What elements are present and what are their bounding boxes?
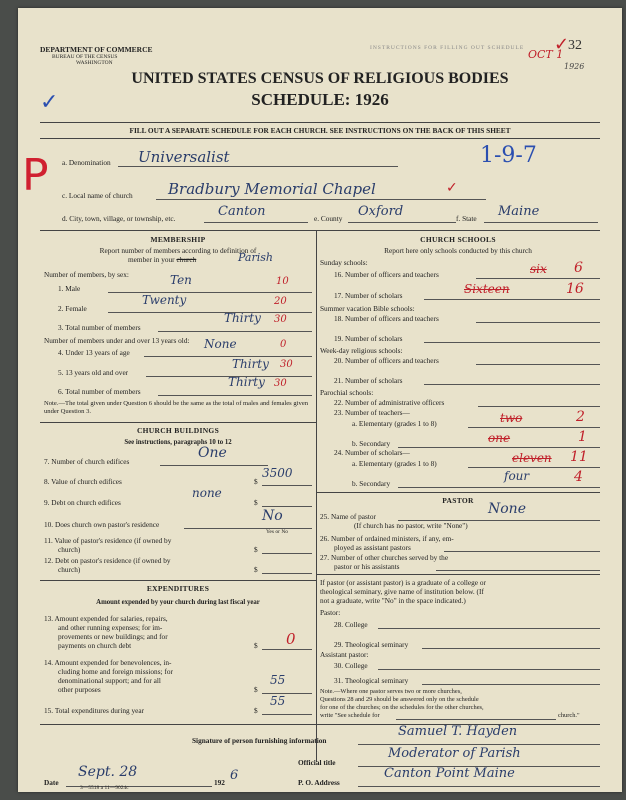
by-sex-heading: Number of members, by sex:	[44, 270, 129, 279]
pastor-inst-1: If pastor (or assistant pastor) is a graduate of a college or	[320, 578, 486, 587]
q3-number: 30	[274, 314, 287, 325]
q5-label: 5. 13 years old and over	[58, 368, 129, 377]
age-heading: Number of members under and over 13 years old:	[44, 336, 190, 345]
pastor-note-line1: Note.—Where one pastor serves two or more churches,	[320, 688, 462, 695]
q23b-number: 1	[578, 429, 587, 445]
q3-total-label: 3. Total number of members	[58, 323, 141, 332]
q11-label-line2: church)	[58, 545, 81, 554]
blue-check-mark: ✓	[40, 90, 59, 115]
intro-struck-word: church	[176, 255, 197, 264]
red-p-mark: P	[22, 150, 49, 201]
pastor-note-line3: for one of the churches; on the schedules for the other churches,	[320, 704, 484, 711]
q25-label: 25. Name of pastor	[320, 512, 376, 521]
q13-line3: provements or new buildings; and for	[58, 632, 168, 641]
q27-line2: pastor or his assistants	[334, 562, 400, 571]
q27-line1: 27. Number of other churches served by the	[320, 553, 449, 562]
q10-note: Yes or No	[266, 529, 289, 535]
red-tick: ✓	[446, 180, 458, 196]
q23-label: 23. Number of teachers—	[334, 408, 410, 417]
q6-label: 6. Total number of members	[58, 387, 141, 396]
signature-value: Samuel T. Hayden	[398, 724, 518, 739]
q13-line1: 13. Amount expended for salaries, repairs,	[44, 614, 168, 623]
q30-label: 30. College	[334, 661, 368, 670]
q4-label: 4. Under 13 years of age	[58, 348, 130, 357]
q23a-struck: two	[500, 411, 523, 425]
q11-label-line1: 11. Value of pastor's residence (if owned by	[44, 536, 172, 545]
pastor-note-line5: church."	[558, 712, 580, 719]
q28-label: 28. College	[334, 620, 368, 629]
q22-label: 22. Number of administrative officers	[334, 398, 445, 407]
membership-note: Note.—The total given under Question 6 should be the same as the total of males and females given under Question 3.	[44, 400, 309, 415]
q13-dollar: $	[254, 641, 258, 650]
form-title: UNITED STATES CENSUS OF RELIGIOUS BODIES	[131, 70, 509, 87]
q29-label: 29. Theological seminary	[334, 640, 409, 649]
pastor-note-line4: write "See schedule for	[320, 712, 380, 719]
classification-code: 1-9-7	[480, 143, 537, 168]
q23b-label: b. Secondary	[352, 439, 391, 448]
year-prefix: 192	[214, 778, 225, 787]
q26-line1: 26. Number of ordained ministers, if any, em-	[320, 534, 454, 543]
schools-title: CHURCH SCHOOLS	[420, 235, 496, 244]
address-value: Canton Point Maine	[384, 766, 515, 781]
q14-line4: other purposes	[58, 685, 101, 694]
date-value: Sept. 28	[78, 764, 138, 780]
q14-dollar: $	[254, 685, 258, 694]
official-title-value: Moderator of Parish	[388, 746, 521, 761]
q13-line4: payments on church debt	[58, 641, 132, 650]
q24b-number: 4	[574, 469, 583, 485]
q6-written: Thirty	[228, 375, 265, 389]
q7-label: 7. Number of church edifices	[44, 457, 130, 466]
q5-number: 30	[280, 359, 293, 370]
pastor-inst-2: theological seminary, give name of institution below. (If	[320, 587, 484, 596]
q13-value: 0	[286, 630, 296, 648]
q14-line2: cluding home and foreign missions; for	[58, 667, 173, 676]
q9-value: none	[192, 486, 222, 500]
q8-value: 3500	[262, 466, 293, 480]
city-label-field: d. City, town, village, or township, etc.	[62, 214, 176, 223]
stamp-date: OCT 1	[528, 48, 564, 61]
q24b-written: four	[504, 469, 530, 483]
city-label: WASHINGTON	[76, 60, 113, 66]
membership-title: MEMBERSHIP	[150, 235, 206, 244]
q16-number: 6	[574, 260, 583, 276]
q24-label: 24. Number of scholars—	[334, 448, 410, 457]
red-check-mark: ✓	[554, 34, 570, 55]
schools-sub: Report here only schools conducted by this church	[384, 246, 532, 255]
q23a-label: a. Elementary (grades 1 to 8)	[352, 419, 437, 428]
form-code: 3—5518 a 11—9024c	[80, 785, 129, 791]
buildings-title: CHURCH BUILDINGS	[136, 426, 220, 435]
q8-label: 8. Value of church edifices	[44, 477, 122, 486]
q2-number: 20	[274, 296, 287, 307]
q14-value: 55	[270, 673, 286, 687]
q16-struck: six	[530, 262, 547, 276]
q15-dollar: $	[254, 706, 258, 715]
q9-label: 9. Debt on church edifices	[44, 498, 121, 507]
census-schedule-sheet	[18, 8, 622, 792]
q20-label: 20. Number of officers and teachers	[334, 356, 439, 365]
q7-value: One	[198, 445, 227, 461]
bureau-label: BUREAU OF THE CENSUS	[52, 54, 118, 60]
denomination-label: a. Denomination	[62, 158, 111, 167]
membership-intro: Report number of members according to definition of	[99, 246, 257, 255]
q14-line1: 14. Amount expended for benevolences, in-	[44, 658, 172, 667]
stamp-year: 1926	[564, 62, 585, 71]
year-value: 6	[230, 768, 239, 783]
q24a-number: 11	[570, 449, 588, 465]
pastor-inst-3: not a graduate, write "No" in the space indicated.)	[320, 596, 466, 605]
q10-value: No	[262, 508, 283, 524]
q17-label: 17. Number of scholars	[334, 291, 403, 300]
q26-line2: ployed as assistant pastors	[334, 543, 411, 552]
local-name-value: Bradbury Memorial Chapel	[168, 180, 376, 198]
q4-written: None	[204, 337, 237, 351]
sunday-heading: Sunday schools:	[320, 258, 368, 267]
state-value: Maine	[498, 204, 540, 219]
q2-female-label: 2. Female	[58, 304, 87, 313]
q24a-struck: eleven	[512, 451, 552, 465]
state-label: f. State	[456, 214, 477, 223]
q9-dollar: $	[254, 498, 258, 507]
membership-intro-line2	[128, 255, 196, 264]
intro-text: member in your	[128, 255, 175, 264]
q25-note: (If church has no pastor, write "None")	[354, 521, 468, 530]
county-label: e. County	[314, 214, 343, 223]
pastor-subheading: Pastor:	[320, 608, 341, 617]
form-subtitle: SCHEDULE: 1926	[251, 90, 389, 109]
expenditures-sub: Amount expended by your church during last fiscal year	[96, 599, 260, 606]
q3-written: Thirty	[224, 311, 261, 325]
q1-male-label: 1. Male	[58, 284, 81, 293]
dept-label: DEPARTMENT OF COMMERCE	[40, 45, 153, 54]
official-title-label: Official title	[298, 758, 336, 767]
pastor-title: PASTOR	[442, 496, 474, 505]
q25-value: None	[488, 501, 526, 517]
q18-label: 18. Number of officers and teachers	[334, 314, 439, 323]
q24a-label: a. Elementary (grades 1 to 8)	[352, 459, 437, 468]
q10-label: 10. Does church own pastor's residence	[44, 520, 160, 529]
q4-number: 0	[280, 339, 287, 350]
q1-written: Ten	[170, 273, 192, 287]
q16-label: 16. Number of officers and teachers	[334, 270, 439, 279]
q12-label-line2: church)	[58, 565, 81, 574]
signature-label: Signature of person furnishing information	[192, 736, 327, 745]
faded-heading: INSTRUCTIONS FOR FILLING OUT SCHEDULE	[370, 45, 525, 51]
q13-line2: and other running expenses; for im-	[58, 623, 163, 632]
q21-label: 21. Number of scholars	[334, 376, 403, 385]
asst-pastor-subheading: Assistant pastor:	[320, 650, 369, 659]
q17-number: 16	[566, 281, 584, 297]
summer-heading: Summer vacation Bible schools:	[320, 304, 415, 313]
q12-dollar: $	[254, 565, 258, 574]
q17-struck: Sixteen	[464, 282, 510, 296]
q11-dollar: $	[254, 545, 258, 554]
date-label: Date	[44, 778, 59, 787]
q12-label-line1: 12. Debt on pastor's residence (if owned by	[44, 556, 171, 565]
buildings-sub: See instructions, paragraphs 10 to 12	[124, 439, 232, 446]
q19-label: 19. Number of scholars	[334, 334, 403, 343]
city-value: Canton	[218, 204, 266, 219]
q24b-label: b. Secondary	[352, 479, 391, 488]
address-label: P. O. Address	[298, 778, 340, 787]
q2-written: Twenty	[142, 293, 187, 307]
q15-label: 15. Total expenditures during year	[44, 706, 145, 715]
weekday-heading: Week-day religious schools:	[320, 346, 403, 355]
q23a-number: 2	[576, 409, 585, 425]
local-name-label: c. Local name of church	[62, 191, 133, 200]
county-value: Oxford	[358, 204, 404, 219]
q8-dollar: $	[254, 477, 258, 486]
denomination-value: Universalist	[138, 148, 230, 166]
q5-written: Thirty	[232, 357, 269, 371]
intro-handwritten-word: Parish	[238, 251, 273, 264]
q15-value: 55	[270, 694, 286, 708]
parochial-heading: Parochial schools:	[320, 388, 374, 397]
pastor-note-line2: Questions 28 and 29 should be answered only on the schedule	[320, 696, 479, 703]
q6-number: 30	[274, 378, 287, 389]
corner-number: 32	[568, 38, 582, 53]
separate-schedule-note: FILL OUT A SEPARATE SCHEDULE FOR EACH CHURCH. SEE INSTRUCTIONS ON THE BACK OF THIS SHEET	[129, 126, 511, 135]
q23b-struck: one	[488, 431, 511, 445]
q1-number: 10	[276, 276, 289, 287]
expenditures-title: EXPENDITURES	[146, 584, 210, 593]
q31-label: 31. Theological seminary	[334, 676, 409, 685]
q14-line3: denominational support; and for all	[58, 676, 161, 685]
